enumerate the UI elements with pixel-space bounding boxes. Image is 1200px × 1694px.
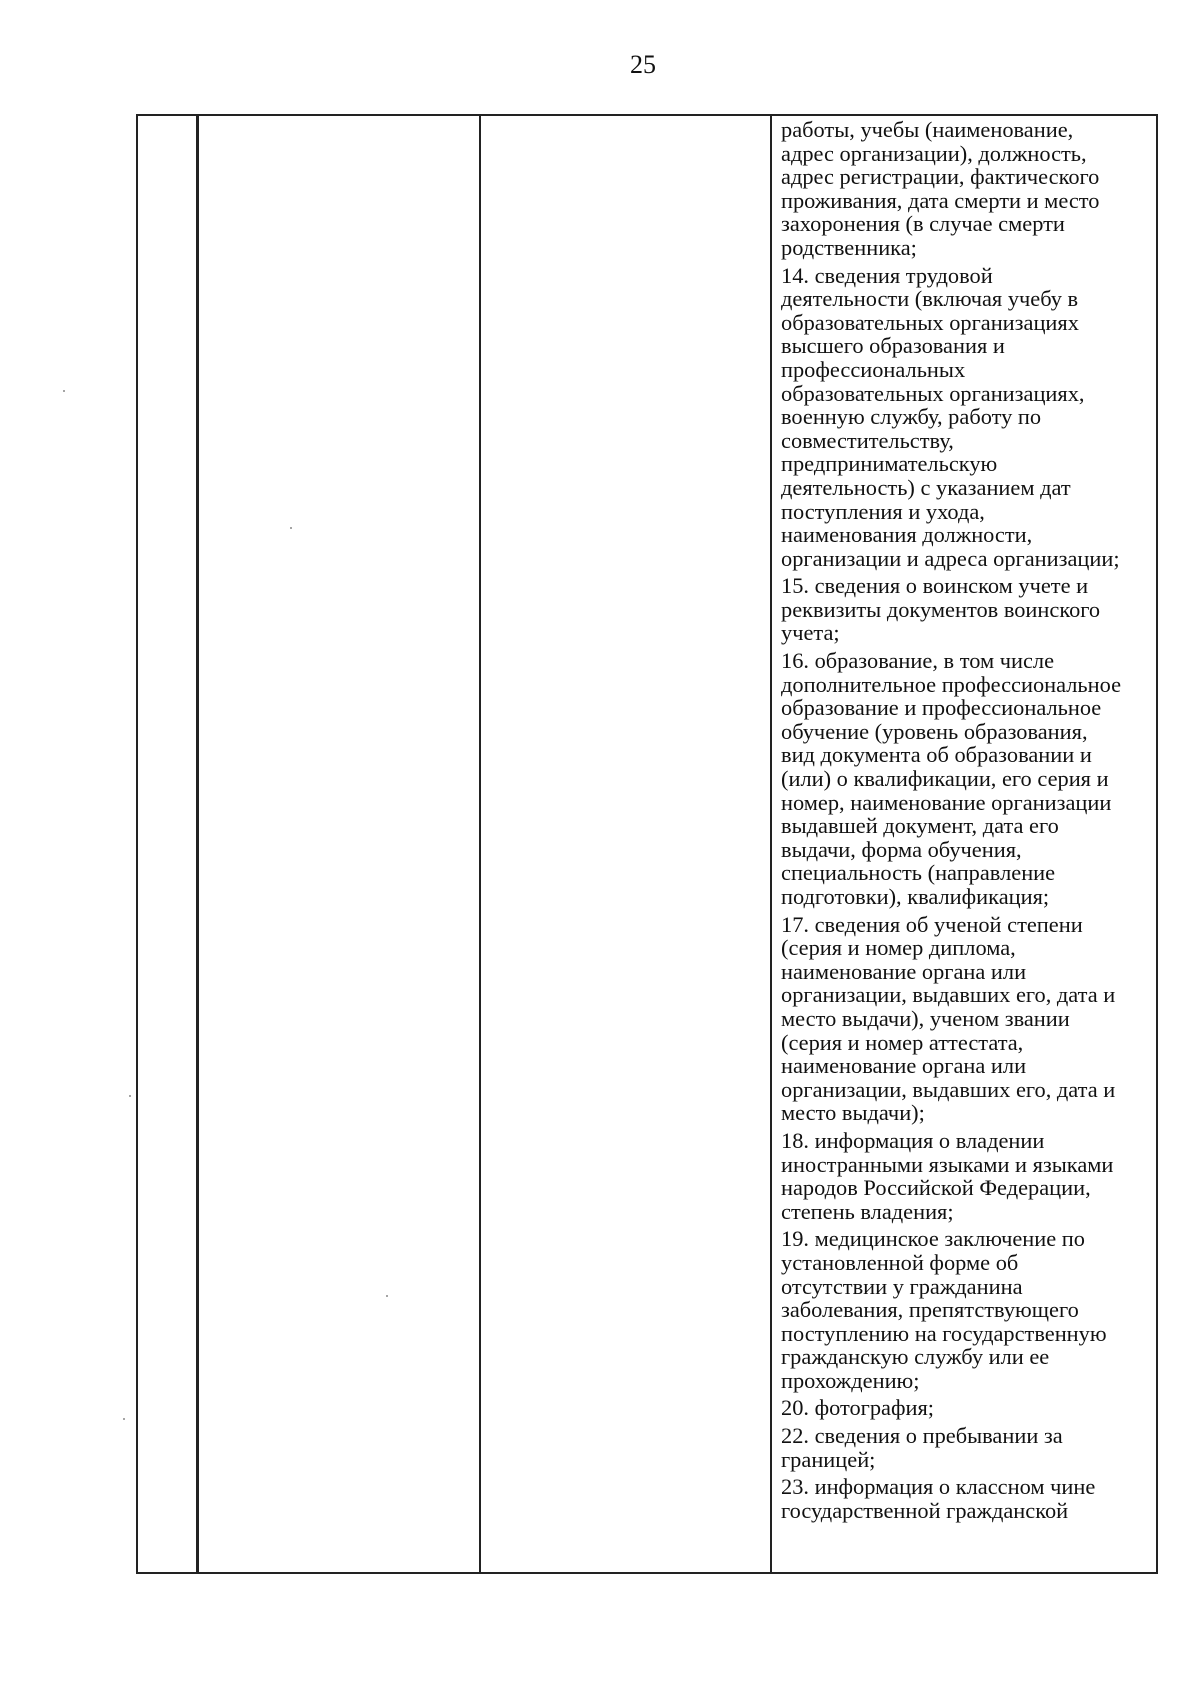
scan-speck — [63, 390, 65, 392]
text-line: степень владения; — [781, 1198, 954, 1224]
text-line: образование и профессиональное — [781, 695, 1102, 721]
text-line: гражданскую службу или ее — [781, 1344, 1050, 1370]
text-line: подготовки), квалификация; — [781, 884, 1050, 909]
text-line: адрес регистрации, фактического — [781, 164, 1100, 190]
text-line: заболевания, препятствующего — [781, 1297, 1079, 1323]
text-line: военную службу, работу по — [781, 404, 1042, 430]
text-line: народов Российской Федерации, — [781, 1175, 1091, 1201]
list-item — [781, 649, 1148, 909]
text-line: иностранными языками и языками — [781, 1151, 1114, 1177]
text-line: дополнительное профессиональное — [781, 671, 1122, 697]
column-divider — [197, 116, 199, 1572]
text-line: деятельность) с указанием дат — [781, 474, 1071, 500]
text-line: проживания, дата смерти и место — [781, 187, 1100, 213]
text-line: 23. информация о классном чине — [781, 1474, 1096, 1500]
text-line: родственника; — [781, 234, 917, 260]
text-line: деятельности (включая учебу в — [781, 286, 1079, 312]
text-line: реквизиты документов воинского — [781, 596, 1101, 622]
text-line: государственной гражданской — [781, 1497, 1069, 1523]
text-line: установленной форме об — [781, 1249, 1019, 1275]
text-line: наименование органа или — [781, 1053, 1027, 1079]
text-line: организации, выдавших его, дата и — [781, 982, 1116, 1008]
list-item — [781, 1129, 1148, 1223]
list-item — [781, 1227, 1148, 1392]
text-line: (или) о квалификации, его серия и — [781, 766, 1109, 792]
text-line: (серия и номер диплома, — [781, 935, 1016, 961]
text-line: высшего образования и — [781, 333, 1005, 359]
text-line: 17. сведения об ученой степени — [781, 911, 1083, 937]
text-line: выдавшей документ, дата его — [781, 813, 1059, 839]
scan-speck — [129, 1095, 131, 1097]
text-line: организации, выдавших его, дата и — [781, 1076, 1116, 1102]
table-cell-column-4 — [772, 116, 1158, 1572]
text-line: поступлению на государственную — [781, 1320, 1107, 1346]
text-line: предпринимательскую — [781, 451, 998, 477]
text-line: 22. сведения о пребывании за — [781, 1423, 1063, 1449]
page-number: 25 — [630, 50, 656, 79]
text-line: захоронения (в случае смерти — [781, 211, 1065, 237]
scan-speck — [123, 1418, 125, 1420]
data-table — [136, 114, 1158, 1574]
text-line: 18. информация о владении — [781, 1127, 1045, 1153]
scan-speck — [386, 1295, 388, 1297]
text-line: 14. сведения трудовой — [781, 262, 993, 288]
text-line: поступления и ухода, — [781, 498, 985, 524]
text-line: учета; — [781, 620, 840, 646]
list-item — [781, 574, 1148, 645]
scan-speck — [290, 527, 292, 529]
text-line: работы, учебы (наименование, — [781, 117, 1074, 142]
list-item — [781, 1396, 1148, 1420]
text-line: организации и адреса организации; — [781, 545, 1120, 571]
text-line: наименование органа или — [781, 958, 1027, 984]
text-line: образовательных организациях, — [781, 380, 1085, 406]
text-line: выдачи, форма обучения, — [781, 836, 1022, 862]
text-line: место выдачи); — [781, 1100, 925, 1126]
text-line: 15. сведения о воинском учете и — [781, 573, 1089, 599]
text-line: 20. фотография; — [781, 1395, 935, 1421]
text-line: образовательных организациях — [781, 309, 1079, 335]
text-line: адрес организации), должность, — [781, 140, 1087, 166]
text-line: (серия и номер аттестата, — [781, 1029, 1024, 1055]
text-line: 19. медицинское заключение по — [781, 1226, 1085, 1252]
list-item — [781, 264, 1148, 571]
list-item — [781, 1424, 1148, 1471]
text-line: 16. образование, в том числе — [781, 648, 1055, 674]
text-line: обучение (уровень образования, — [781, 718, 1088, 744]
text-line: специальность (направление — [781, 860, 1056, 886]
list-item — [781, 118, 1148, 260]
text-line: место выдачи), ученом звании — [781, 1005, 1070, 1031]
list-item — [781, 1475, 1148, 1522]
text-line: прохождению; — [781, 1367, 920, 1393]
text-line: отсутствии у гражданина — [781, 1273, 1023, 1299]
text-line: наименования должности, — [781, 522, 1033, 548]
list-item — [781, 913, 1148, 1125]
text-line: профессиональных — [781, 356, 966, 382]
column-divider — [479, 116, 481, 1572]
text-line: номер, наименование организации — [781, 789, 1112, 815]
text-line: совместительству, — [781, 427, 954, 453]
text-line: вид документа об образовании и — [781, 742, 1092, 768]
text-line: границей; — [781, 1446, 876, 1472]
